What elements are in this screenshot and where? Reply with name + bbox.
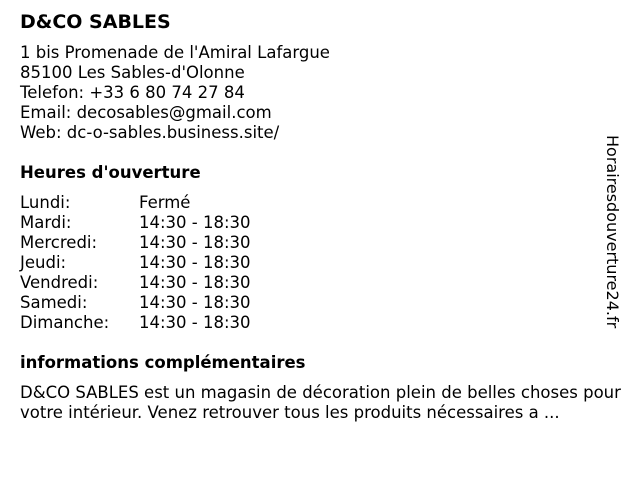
phone-line: Telefon: +33 6 80 74 27 84	[20, 83, 245, 102]
hours-time: 14:30 - 18:30	[139, 293, 251, 312]
hours-day: Mardi:	[20, 213, 72, 232]
hours-row-dimanche	[20, 313, 251, 333]
address-line-street: 1 bis Promenade de l'Amiral Lafargue	[20, 43, 330, 62]
hours-row-samedi	[20, 293, 251, 313]
hours-time: 14:30 - 18:30	[139, 273, 251, 292]
hours-day: Lundi:	[20, 193, 71, 212]
site-credit-vertical: Horairesdouverture24.fr	[603, 135, 622, 329]
hours-day: Jeudi:	[20, 253, 67, 272]
hours-time: 14:30 - 18:30	[139, 253, 251, 272]
hours-day: Dimanche:	[20, 313, 110, 332]
hours-day: Mercredi:	[20, 233, 98, 252]
hours-time: Fermé	[139, 193, 191, 212]
hours-row-mercredi	[20, 233, 251, 253]
business-name: D&CO SABLES	[20, 11, 171, 33]
additional-info-heading: informations complémentaires	[20, 353, 306, 372]
contact-block	[20, 43, 330, 143]
hours-day: Vendredi:	[20, 273, 99, 292]
hours-row-vendredi	[20, 273, 251, 293]
website-line: Web: dc-o-sables.business.site/	[20, 123, 280, 142]
hours-time: 14:30 - 18:30	[139, 213, 251, 232]
opening-hours-table	[20, 193, 251, 333]
hours-day: Samedi:	[20, 293, 88, 312]
hours-row-mardi	[20, 213, 251, 233]
business-description: D&CO SABLES est un magasin de décoration plein de belles choses pour votre intérieur. Venez retrouver tous les produits nécessaires a ...	[20, 383, 621, 422]
hours-row-lundi	[20, 193, 251, 213]
email-line: Email: decosables@gmail.com	[20, 103, 272, 122]
opening-hours-heading: Heures d'ouverture	[20, 163, 201, 182]
address-line-city: 85100 Les Sables-d'Olonne	[20, 63, 245, 82]
hours-row-jeudi	[20, 253, 251, 273]
hours-time: 14:30 - 18:30	[139, 233, 251, 252]
hours-time: 14:30 - 18:30	[139, 313, 251, 332]
